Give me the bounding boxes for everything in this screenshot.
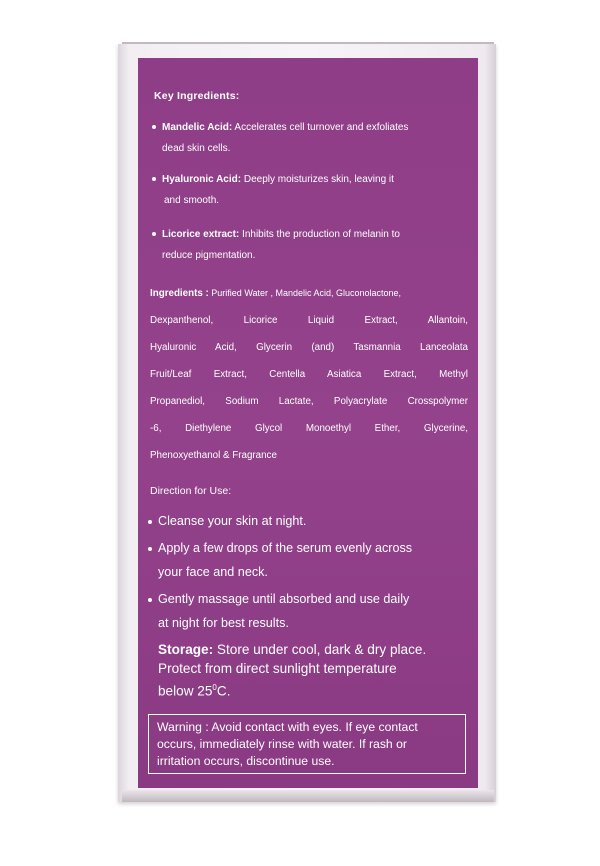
storage-block [158, 640, 426, 701]
ingredients-line-4: Fruit/Leaf Extract, Centella Asiatica Extract, Methyl [150, 369, 468, 380]
key-ingredients-heading: Key Ingredients: [154, 90, 240, 102]
storage-line-1: Storage: Store under cool, dark & dry place. [158, 642, 427, 657]
bullet-icon [148, 598, 152, 602]
key-ingredient-mandelic-line2: dead skin cells. [162, 143, 231, 154]
directions-title: Direction for Use: [150, 485, 232, 497]
storage-line-2: Protect from direct sunlight temperature [158, 661, 397, 676]
key-ingredient-mandelic: Mandelic Acid: Accelerates cell turnover and exfoliates [152, 117, 408, 139]
ingredients-line-2: Dexpanthenol, Licorice Liquid Extract, Allantoin, [150, 315, 468, 326]
key-ingredient-licorice-line2: reduce pigmentation. [162, 250, 256, 261]
label-panel [138, 58, 478, 788]
storage-line-3: below $25^0C$. [158, 683, 231, 699]
bullet-icon [152, 232, 156, 236]
ingredients-label: Ingredients : [150, 288, 209, 299]
warning-line-1: Warning : Avoid contact with eyes. If eye contact [157, 720, 418, 734]
direction-item-2: Apply a few drops of the serum evenly across [148, 536, 412, 560]
ingredients-line-1: Ingredients : Purified Water , Mandelic Acid, Gluconolactone, [150, 288, 402, 299]
direction-item-1: Cleanse your skin at night. [148, 509, 306, 533]
warning-line-2: occurs, immediately rinse with water. If rash or [157, 737, 407, 751]
key-ingredient-licorice: Licorice extract: Inhibits the production of melanin to [152, 224, 400, 246]
direction-item-3-line2: at night for best results. [158, 616, 289, 630]
carton-bottom-edge [122, 790, 494, 802]
key-ingredient-hyaluronic-line2: and smooth. [164, 195, 220, 206]
warning-box [148, 714, 466, 774]
bullet-icon [152, 177, 156, 181]
ingredients-line-6: -6, Diethylene Glycol Monoethyl Ether, Glycerine, [150, 423, 468, 434]
ingredients-line-7: Phenoxyethanol & Fragrance [150, 450, 277, 461]
direction-item-3: Gently massage until absorbed and use daily [148, 587, 409, 611]
warning-line-3: irritation occurs, discontinue use. [157, 754, 335, 768]
key-ingredient-hyaluronic: Hyaluronic Acid: Deeply moisturizes skin, leaving it [152, 169, 394, 191]
direction-item-2-line2: your face and neck. [158, 565, 268, 579]
bullet-icon [152, 125, 156, 129]
bullet-icon [148, 520, 152, 524]
storage-label: Storage: [158, 642, 214, 657]
bullet-icon [148, 547, 152, 551]
ingredients-line-3: Hyaluronic Acid, Glycerin (and) Tasmannia Lanceolata [150, 342, 468, 353]
ingredients-line-5: Propanediol, Sodium Lactate, Polyacrylate Crosspolymer [150, 396, 468, 407]
